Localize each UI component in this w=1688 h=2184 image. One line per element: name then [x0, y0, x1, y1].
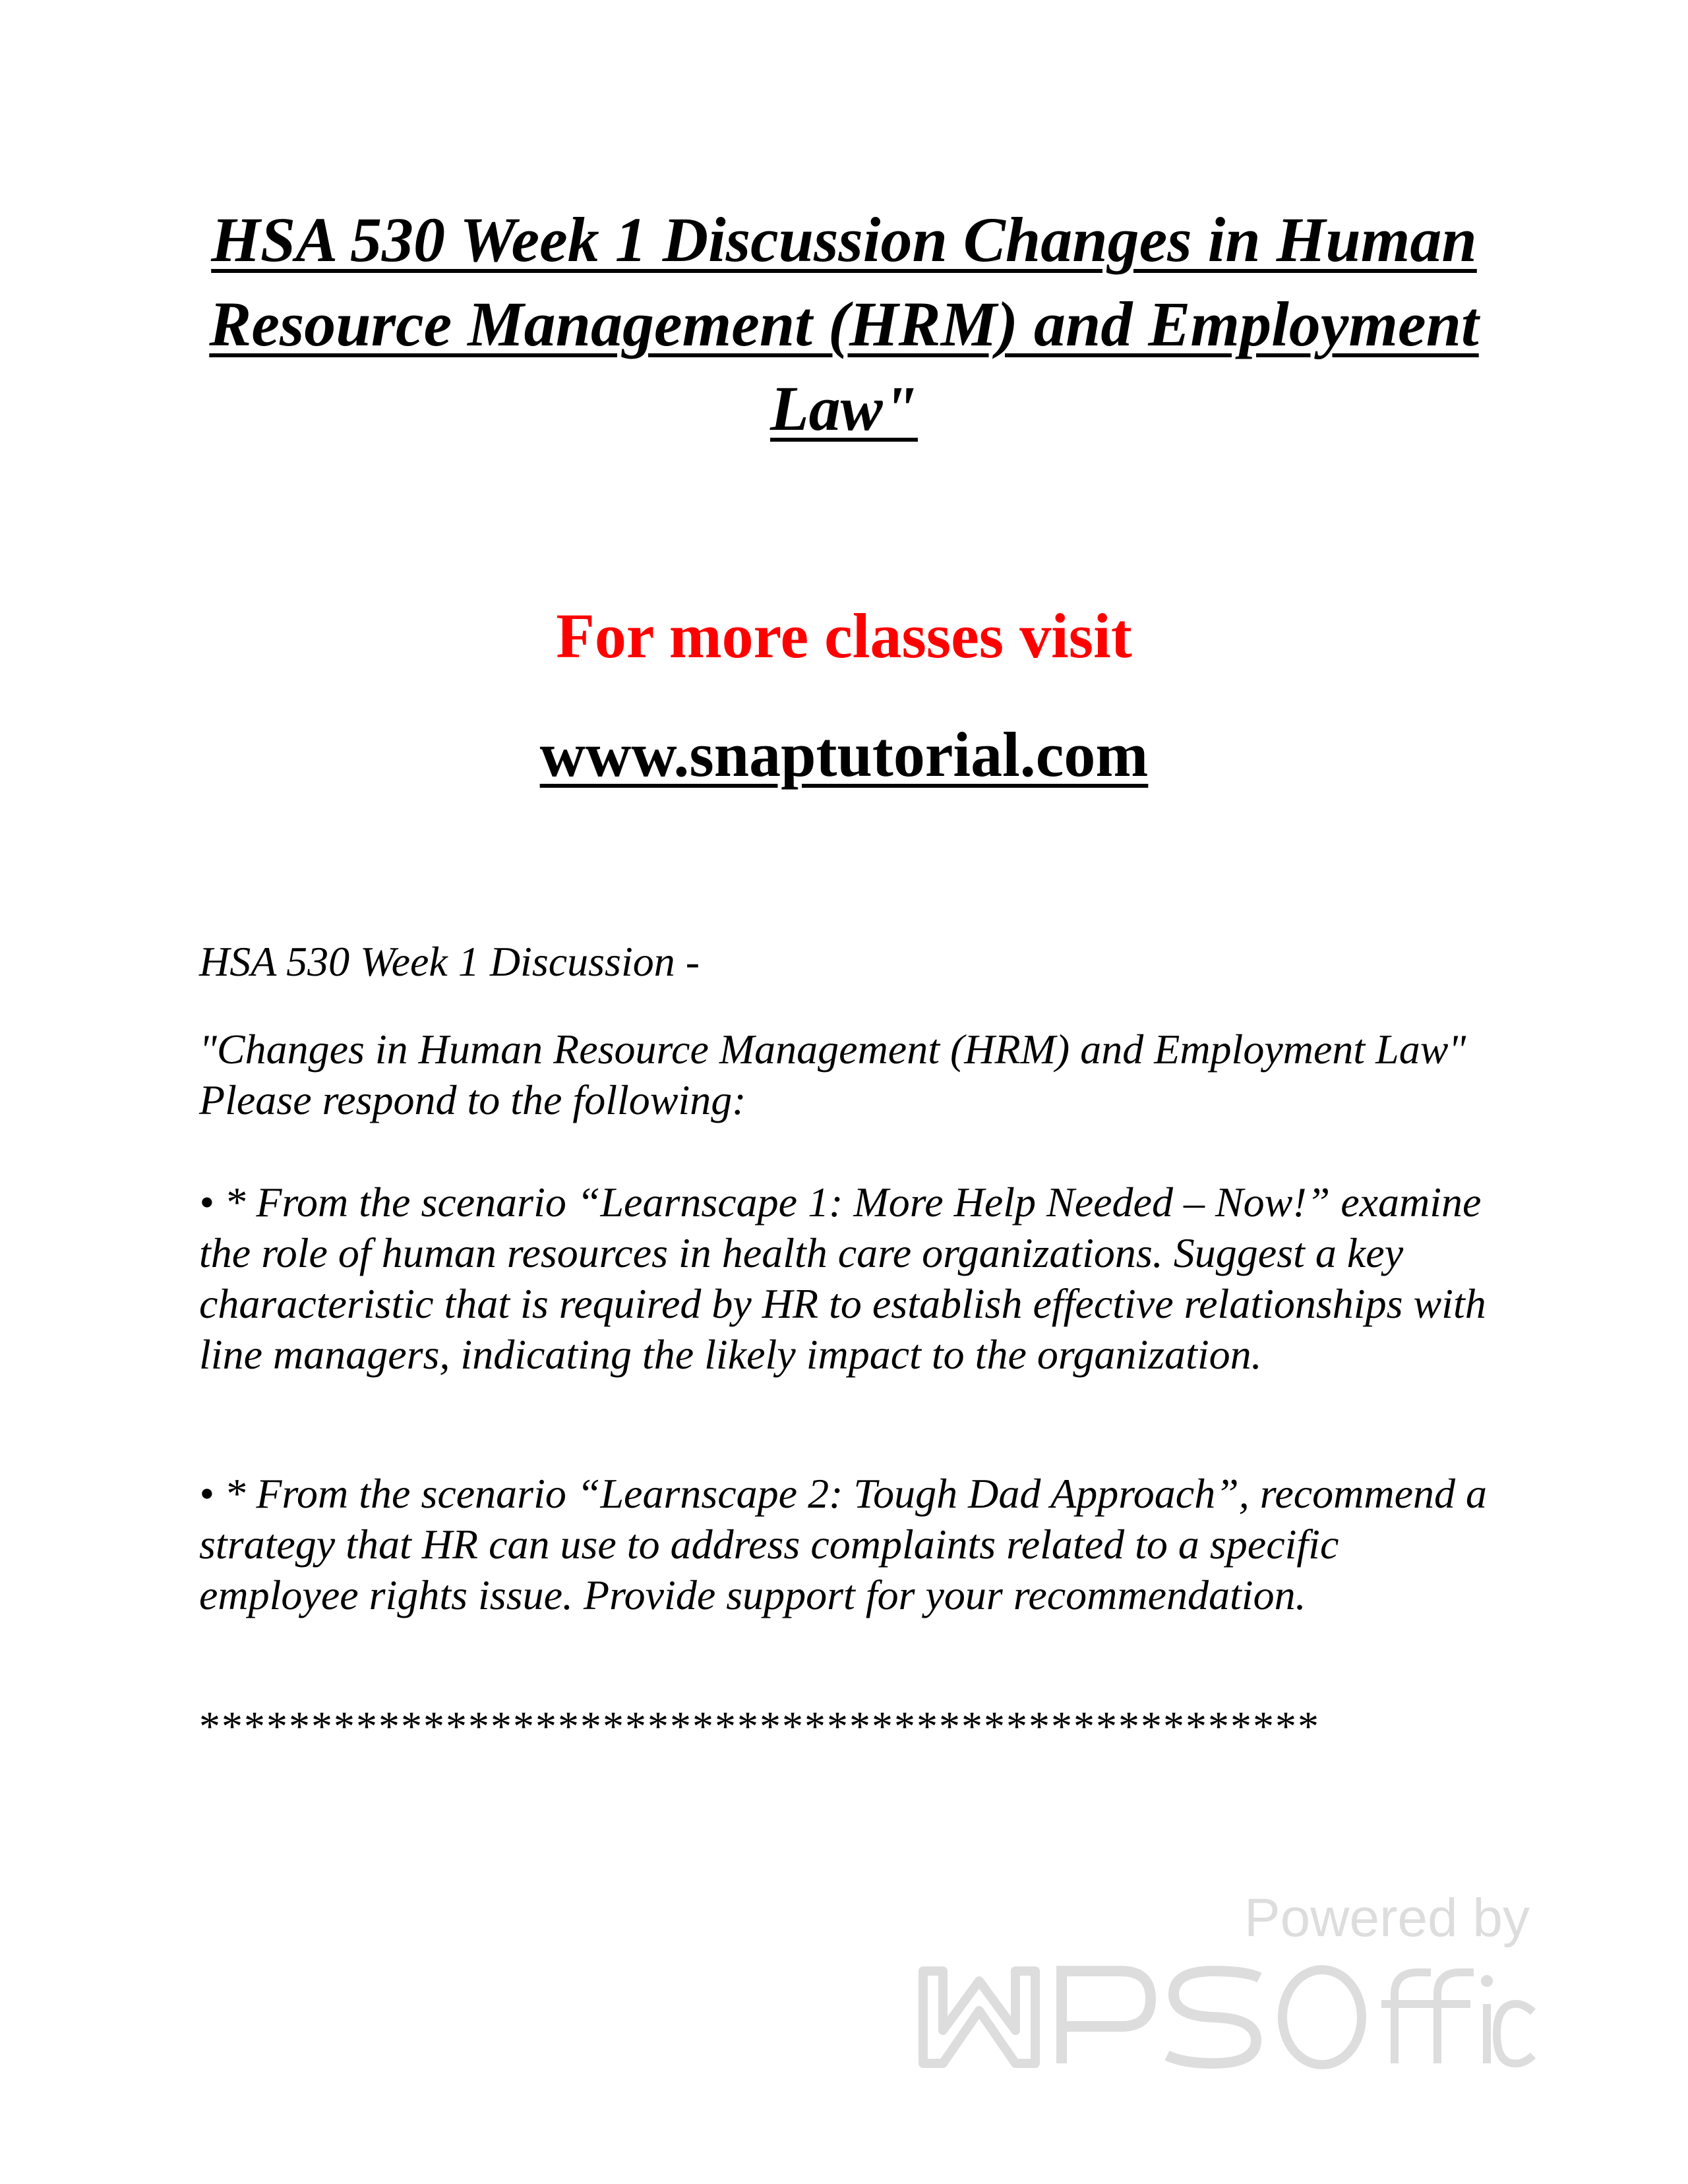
discussion-question-2: • * From the scenario “Learnscape 2: Tough Dad Approach”, recommend a strategy that HR can use to address complaints related to a specific employee rights issue. Provide support for your recommendation.	[199, 1470, 1487, 1618]
discussion-prompt: "Changes in Human Resource Management (HRM) and Employment Law" Please respond to the following:	[199, 1026, 1466, 1123]
separator-line: **************************************************	[199, 1703, 1320, 1750]
wps-office-watermark	[917, 1885, 1550, 2070]
powered-by-text: Powered by	[1244, 1888, 1530, 1948]
wps-office-logo-icon	[917, 1958, 1550, 2070]
discussion-question-1: • * From the scenario “Learnscape 1: More Help Needed – Now!” examine the role of human resources in health care organizations. Suggest a key characteristic that is required by HR to establish effective relationships with line managers, indicating the likely impact to the organization.	[199, 1179, 1486, 1378]
website-link[interactable]: www.snaptutorial.com	[539, 719, 1149, 790]
promo-text: For more classes visit	[556, 601, 1132, 671]
document-title: HSA 530 Week 1 Discussion Changes in Human Resource Management (HRM) and Employment Law"	[209, 204, 1479, 444]
discussion-heading: HSA 530 Week 1 Discussion -	[199, 938, 700, 985]
